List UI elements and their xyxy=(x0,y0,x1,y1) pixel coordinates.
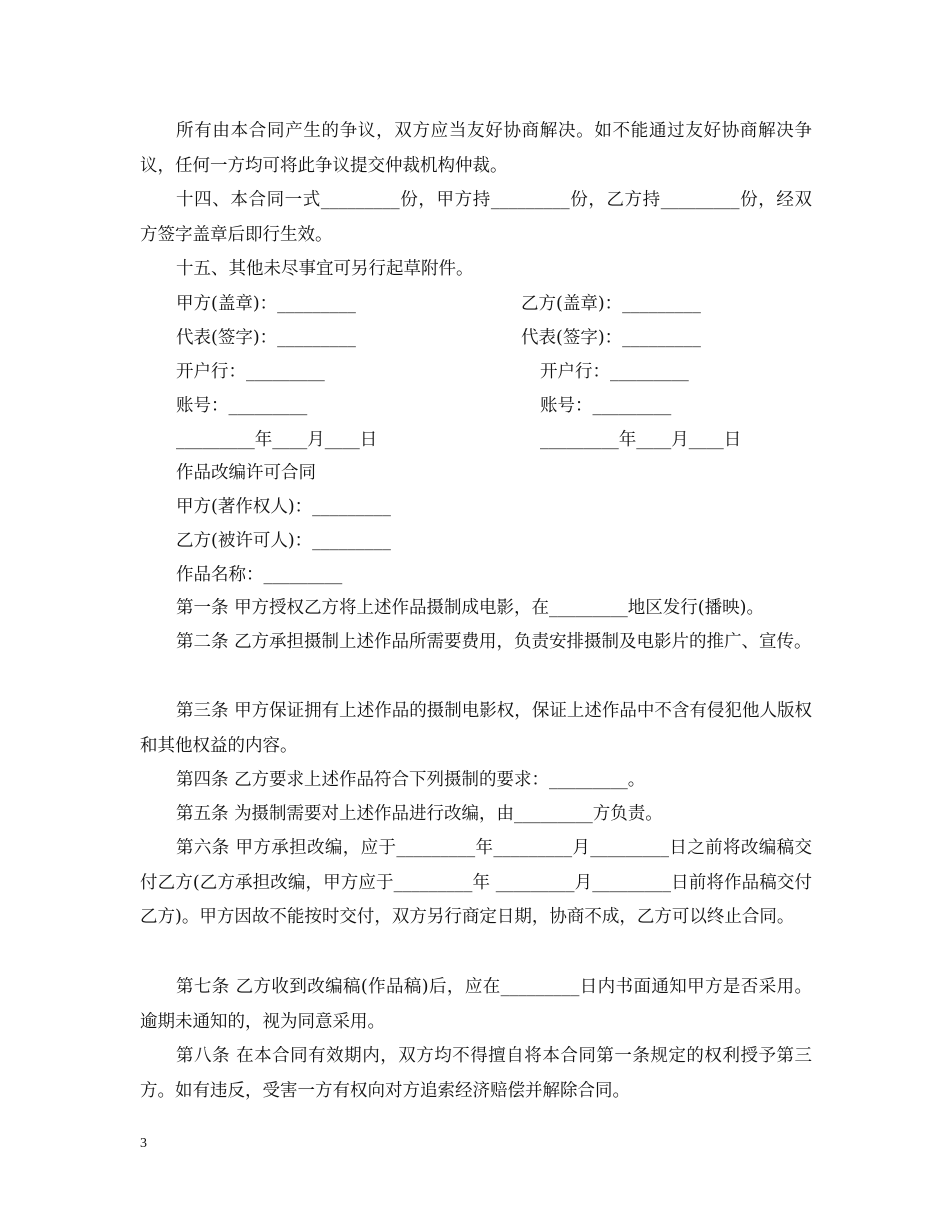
party-a-representative: 代表(签字)：_________ xyxy=(176,328,356,348)
party-a-date: _________年____月____日 xyxy=(176,430,378,450)
paragraph-other-matters: 十五、其他未尽事宜可另行起草附件。 xyxy=(176,259,474,279)
party-b-date: _________年____月____日 xyxy=(540,430,742,450)
party-a-account: 账号：_________ xyxy=(176,396,308,416)
article-8: 第八条 在本合同有效期内，双方均不得擅自将本合同第一条规定的权利授予第三方。如有违反，受害一方有权向对方追索经济赔偿并解除合同。 xyxy=(140,1046,812,1101)
party-b-account: 账号：_________ xyxy=(540,396,672,416)
party-b-representative: 代表(签字)：_________ xyxy=(521,328,701,348)
article-3: 第三条 甲方保证拥有上述作品的摄制电影权，保证上述作品中不含有侵犯他人版权和其他权益的内容。 xyxy=(140,701,812,756)
page-number: 3 xyxy=(140,1136,147,1151)
copyright-owner: 甲方(著作权人)：_________ xyxy=(176,497,391,517)
paragraph-dispute: 所有由本合同产生的争议，双方应当友好协商解决。如不能通过友好协商解决争议，任何一方均可将此争议提交仲裁机构仲裁。 xyxy=(140,121,812,176)
paragraph-copies: 十四、本合同一式_________份，甲方持_________份，乙方持_________份，经双方签字盖章后即行生效。 xyxy=(140,190,812,245)
work-name: 作品名称：_________ xyxy=(176,565,343,585)
licensee: 乙方(被许可人)：_________ xyxy=(176,531,391,551)
party-a-seal: 甲方(盖章)：_________ xyxy=(176,294,356,314)
party-a-bank: 开户行：_________ xyxy=(176,362,325,382)
party-b-seal: 乙方(盖章)：_________ xyxy=(521,294,701,314)
article-5: 第五条 为摄制需要对上述作品进行改编，由_________方负责。 xyxy=(176,804,663,824)
contract-title: 作品改编许可合同 xyxy=(176,463,316,483)
party-b-bank: 开户行：_________ xyxy=(540,362,689,382)
article-7: 第七条 乙方收到改编稿(作品稿)后，应在_________日内书面通知甲方是否采用。逾期未通知的，视为同意采用。 xyxy=(140,977,812,1032)
article-1: 第一条 甲方授权乙方将上述作品摄制成电影，在_________地区发行(播映)。 xyxy=(176,598,764,618)
article-2: 第二条 乙方承担摄制上述作品所需要费用，负责安排摄制及电影片的推广、宣传。 xyxy=(176,632,812,652)
article-6: 第六条 甲方承担改编，应于_________年_________月_________日之前将改编稿交付乙方(乙方承担改编，甲方应于_________年 _________月_________日前将作品稿交付乙方)。甲方因故不能按时交付，双方另行商定日期，协商不成，乙方可以终止合同。 xyxy=(140,838,812,927)
article-4: 第四条 乙方要求上述作品符合下列摄制的要求：_________。 xyxy=(176,770,646,790)
